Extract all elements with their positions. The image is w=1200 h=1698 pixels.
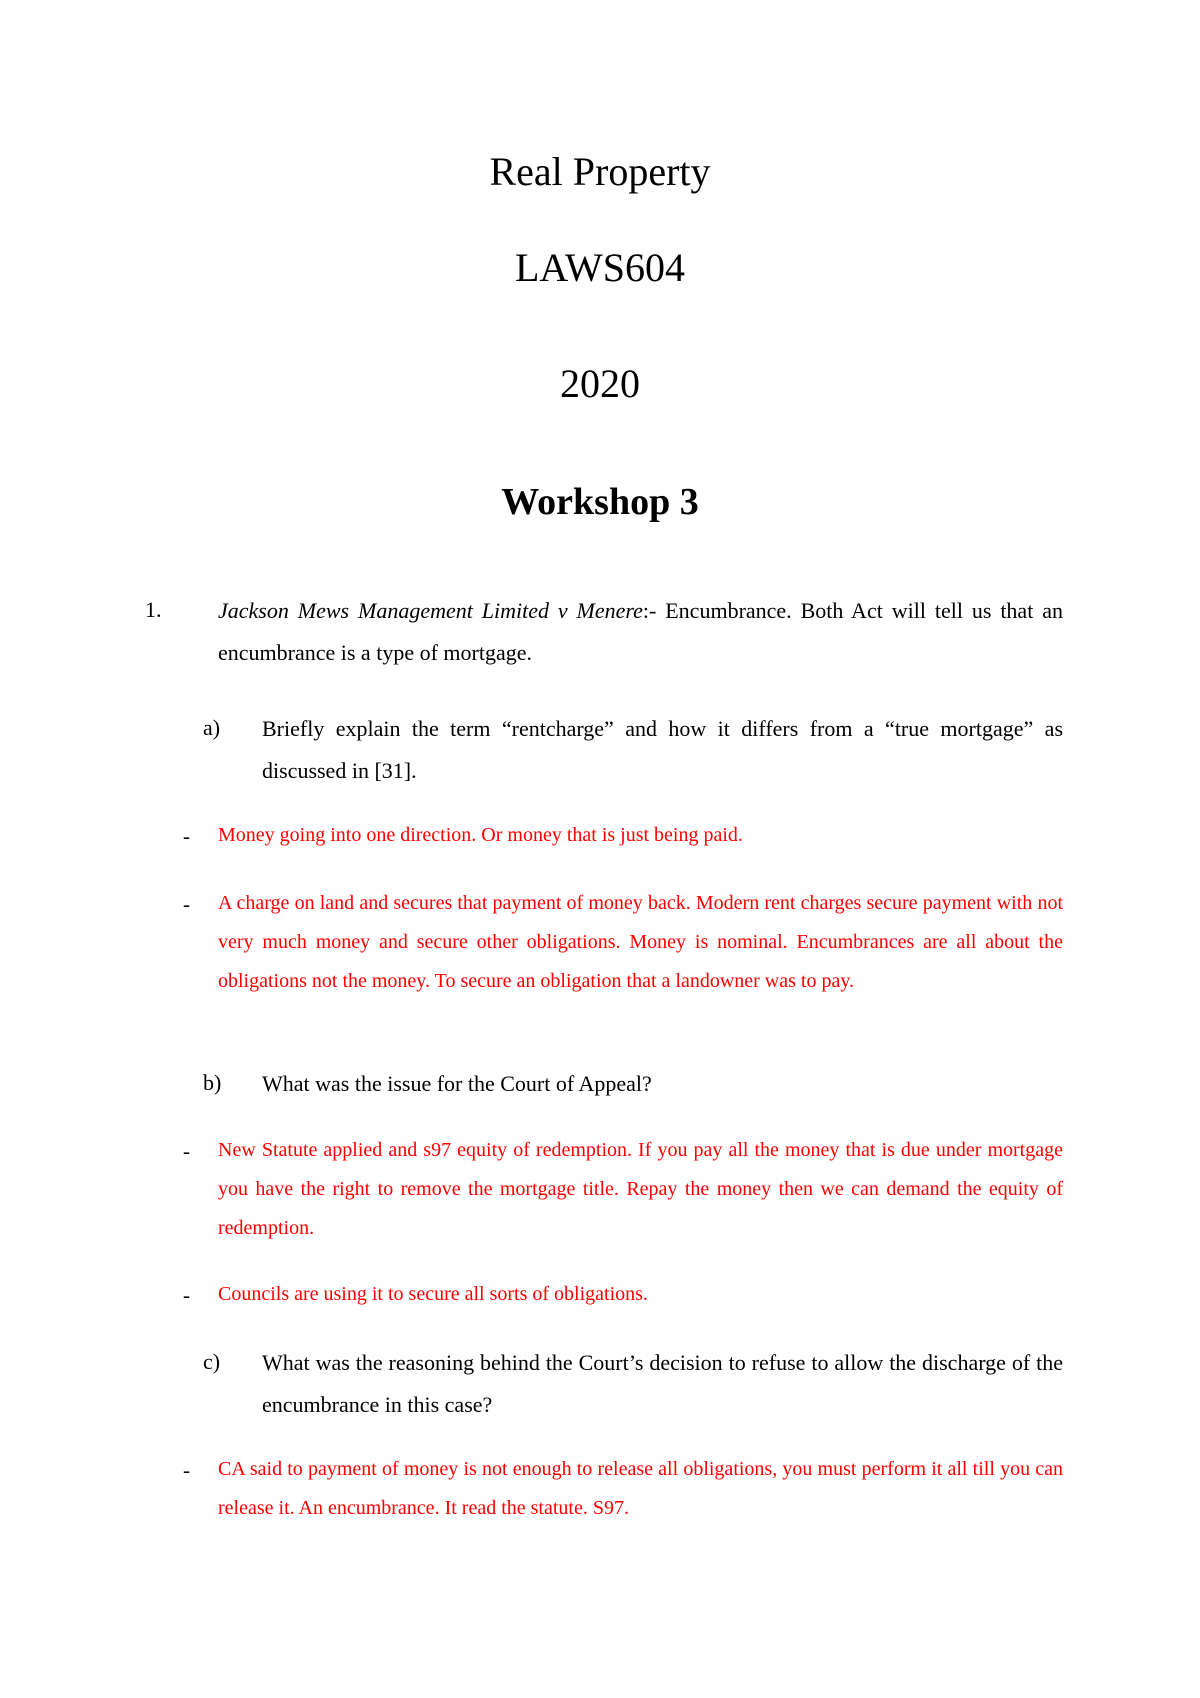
bullet-dash: - xyxy=(183,824,190,848)
part-c-letter: c) xyxy=(203,1349,221,1374)
bullet-dash: - xyxy=(183,892,190,916)
answer-b-2: Councils are using it to secure all sorts of obligations. xyxy=(218,1283,648,1305)
answer-b-1: New Statute applied and s97 equity of redemption. If you pay all the money that is due under mortgage you have the right to remove the mortgage title. Repay the money then we can demand the equity of redemption. xyxy=(218,1139,1063,1239)
bullet-dash: - xyxy=(183,1139,190,1163)
part-b-question: What was the issue for the Court of Appeal? xyxy=(262,1071,652,1096)
answer-a-1: Money going into one direction. Or money that is just being paid. xyxy=(218,824,743,846)
part-a-question: Briefly explain the term “rentcharge” and how it differs from a “true mortgage” as discussed in [31]. xyxy=(262,716,1063,783)
workshop-heading: Workshop 3 xyxy=(501,481,699,523)
answer-a-2: A charge on land and secures that payment of money back. Modern rent charges secure payment with not very much money and secure other obligations. Money is nominal. Encumbrances are all about the obligations not the money. To secure an obligation that a landowner was to pay. xyxy=(218,892,1063,992)
bullet-dash: - xyxy=(183,1458,190,1482)
part-c-question: What was the reasoning behind the Court’s decision to refuse to allow the discharge of the encumbrance in this case? xyxy=(262,1350,1063,1417)
year: 2020 xyxy=(560,361,640,406)
case-name: Jackson Mews Management Limited v Menere xyxy=(218,598,643,623)
part-b-letter: b) xyxy=(203,1070,222,1095)
bullet-dash: - xyxy=(183,1283,190,1307)
question-number: 1. xyxy=(145,597,162,622)
document-title: Real Property xyxy=(489,149,711,194)
question-intro-text: :- Encumbrance. Both Act will tell us that an encumbrance is a type of mortgage. xyxy=(218,598,1063,665)
question-intro xyxy=(218,590,1063,674)
course-code: LAWS604 xyxy=(514,245,686,290)
part-a-letter: a) xyxy=(203,715,221,740)
answer-c-1: CA said to payment of money is not enough to release all obligations, you must perform it all till you can release it. An encumbrance. It read the statute. S97. xyxy=(218,1458,1063,1519)
